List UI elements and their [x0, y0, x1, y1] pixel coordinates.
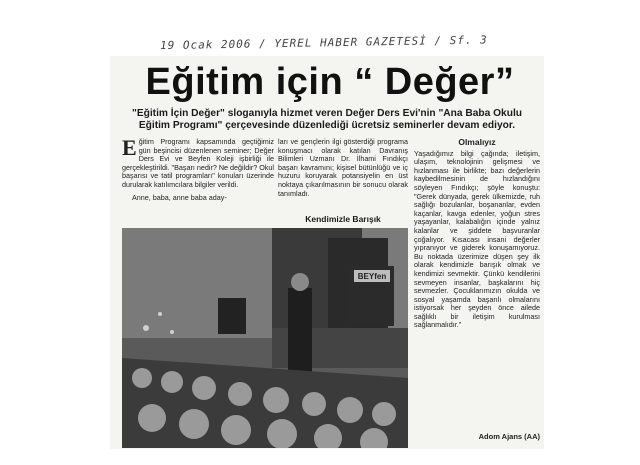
section-subtitle-left: Kendimizle Barışık: [305, 214, 381, 224]
podium-sign: BEYfen: [357, 272, 387, 281]
article-column-3: [414, 138, 540, 330]
handwritten-date-note: 19 Ocak 2006 / YEREL HABER GAZETESİ / Sf. 3: [159, 33, 488, 53]
dropcap-letter: E: [122, 135, 137, 160]
column-3-paragraph-1: Yaşadığımız bilgi çağında; iletişim, ulaşım, teknolojinin gelişmesi ve hızlanması ile birlikte; bazı değerlerin kaybedilmesinin de hızlandığını söyleyen Fındıkçı; şöyle konuştu: "Gerek dünyada, gerek ülkemizde, ruh sağlığı bozulanlar, boşananlar, evden kaçanlar, kavga edenler, yoğun stres yaşayanlar, kalabalığın içinde yalnız kalanlar ve şiddete başvuranlar çoğalıyor. Kısacası insani değerler yıpranıyor ve giderek konuşamıyoruz. Bu noktada üzerimize düşen şey ilk olarak kendimizle barışık olmak ve kendimizi sevmektir. Çünkü kendilerini sevmeyen insanlar, başkalarını hiç sevmezler. Çocuklarımızın okulda ve sosyal yaşamda başarılı olmalarını istiyorsak her şeyden önce ailede sağlıklı bir iletişim kurulması sağlanmalıdır.": [414, 148, 540, 330]
column-2-paragraph-1: ları ve gençlerin ilgi gösterdiği programa konuşmacı olarak katılan Davranış Bilimleri Uzmanı Dr. İlhami Fındıkçı başarı kavramını; kişisel bütünlüğü ve iç huzuru koruyarak potansiyelin en üst noktaya çıkarılmasının bir sonucu olarak tanımladı.: [278, 137, 408, 198]
section-subtitle-right: Olmalıyız: [458, 137, 496, 147]
article-column-1: [122, 135, 274, 202]
column-1-paragraph-2: Anne, baba, anne baba aday-: [132, 192, 227, 202]
article-column-2: [278, 138, 408, 198]
article-headline: Eğitim için “ Değer”: [145, 61, 515, 103]
seminar-photo: [122, 228, 408, 448]
article-byline: Adom Ajans (AA): [478, 432, 540, 441]
seminar-photo-illustration: [122, 228, 408, 448]
column-1-paragraph-1: ğitim Programı kapsamında geçtiğimiz gün beşincisi düzenlenen seminer; Değer Ders Evi ve Beyfen Koleji işbirliği ile gerçekleştirildi. "Başarı nedir? Ne değildir? Okul başarısı ve tatil programları" konuları üzerinde durularak katılımcılara bilgiler verildi.: [122, 137, 274, 189]
article-subhead: "Eğitim İçin Değer" sloganıyla hizmet veren Değer Ders Evi'nin "Ana Baba Okulu Eğitim Programı" çerçevesinde düzenlediği ücretsiz seminerler devam ediyor.: [132, 108, 522, 131]
